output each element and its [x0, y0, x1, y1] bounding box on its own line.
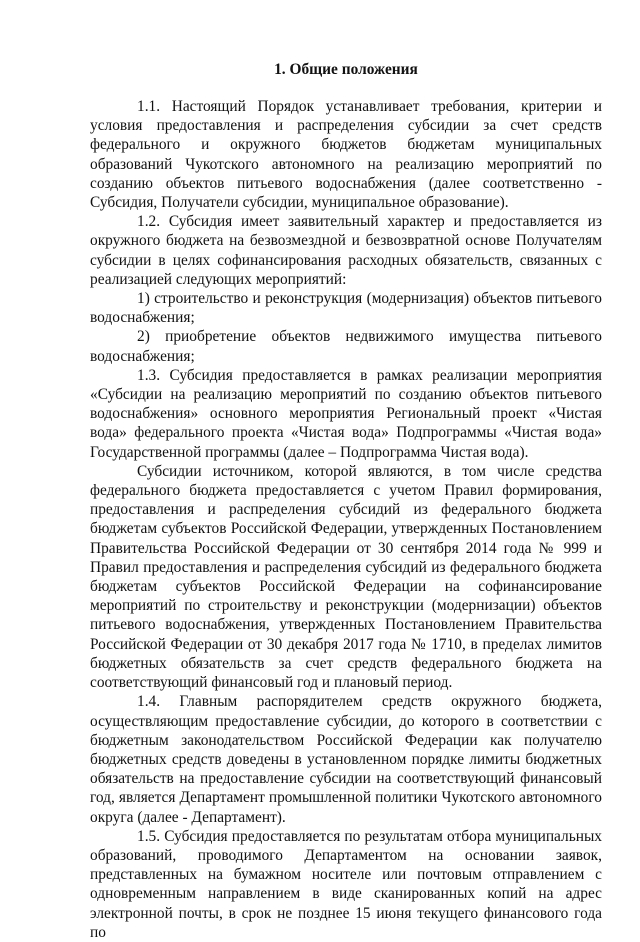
paragraph-subsidy-source: Субсидии источником, которой являются, в том числе средства федерального бюджета предоставляется с учетом Правил формирования, предоставления и распределения субсидий из федерального бюджета бюджетам субъектов Российской Федерации, утвержденных Постановлением Правительства Российской Федерации от 30 сентября 2014 года № 999 и Правил предоставления и распределения субсидий из федерального бюджета бюджетам субъектов Российской Федерации на софинансирование мероприятий по строительству и реконструкции (модернизации) объектов питьевого водоснабжения, утвержденных Постановлением Правительства Российской Федерации от 30 декабря 2017 года № 1710, в пределах лимитов бюджетных обязательств за счет средств федерального бюджета на соответствующий финансовый год и плановый период.: [90, 462, 602, 692]
paragraph-1-3: 1.3. Субсидия предоставляется в рамках реализации мероприятия «Субсидии на реализацию мероприятий по созданию объектов питьевого водоснабжения» основного мероприятия Региональный проект «Чистая вода» федерального проекта «Чистая вода» Подпрограммы «Чистая вода» Государственной программы (далее – Подпрограмма Чистая вода).: [90, 366, 602, 461]
list-item-1: 1) строительство и реконструкция (модернизация) объектов питьевого водоснабжения;: [90, 290, 602, 327]
document-page: [90, 60, 602, 942]
paragraph-1-4: 1.4. Главным распорядителем средств окружного бюджета, осуществляющим предоставление субсидии, до которого в соответствии с бюджетным законодательством Российской Федерации как получателю бюджетных средств доведены в установленном порядке лимиты бюджетных обязательств на предоставление субсидии на соответствующий финансовый год, является Департамент промышленной политики Чукотского автономного округа (далее - Департамент).: [90, 693, 602, 826]
paragraph-1-5: 1.5. Субсидия предоставляется по результатам отбора муниципальных образований, проводимого Департаментом на основании заявок, представленных на бумажном носителе или почтовым отправлением с одновременным направлением в виде сканированных копий на адрес электронной почты, в срок не позднее 15 июня текущего финансового года по: [90, 827, 602, 941]
paragraph-1-2: 1.2. Субсидия имеет заявительный характер и предоставляется из окружного бюджета на безвозмездной и безвозвратной основе Получателям субсидии в целях софинансирования расходных обязательств, связанных с реализацией следующих мероприятий:: [90, 213, 602, 288]
list-item-2: 2) приобретение объектов недвижимого имущества питьевого водоснабжения;: [90, 328, 602, 365]
section-heading: 1. Общие положения: [274, 61, 418, 78]
paragraph-1-1: 1.1. Настоящий Порядок устанавливает требования, критерии и условия предоставления и распределения субсидии за счет средств федерального и окружного бюджетов бюджетам муниципальных образований Чукотского автономного на реализацию мероприятий по созданию объектов питьевого водоснабжения (далее соответственно - Субсидия, Получатели субсидии, муниципальное образование).: [90, 98, 602, 212]
